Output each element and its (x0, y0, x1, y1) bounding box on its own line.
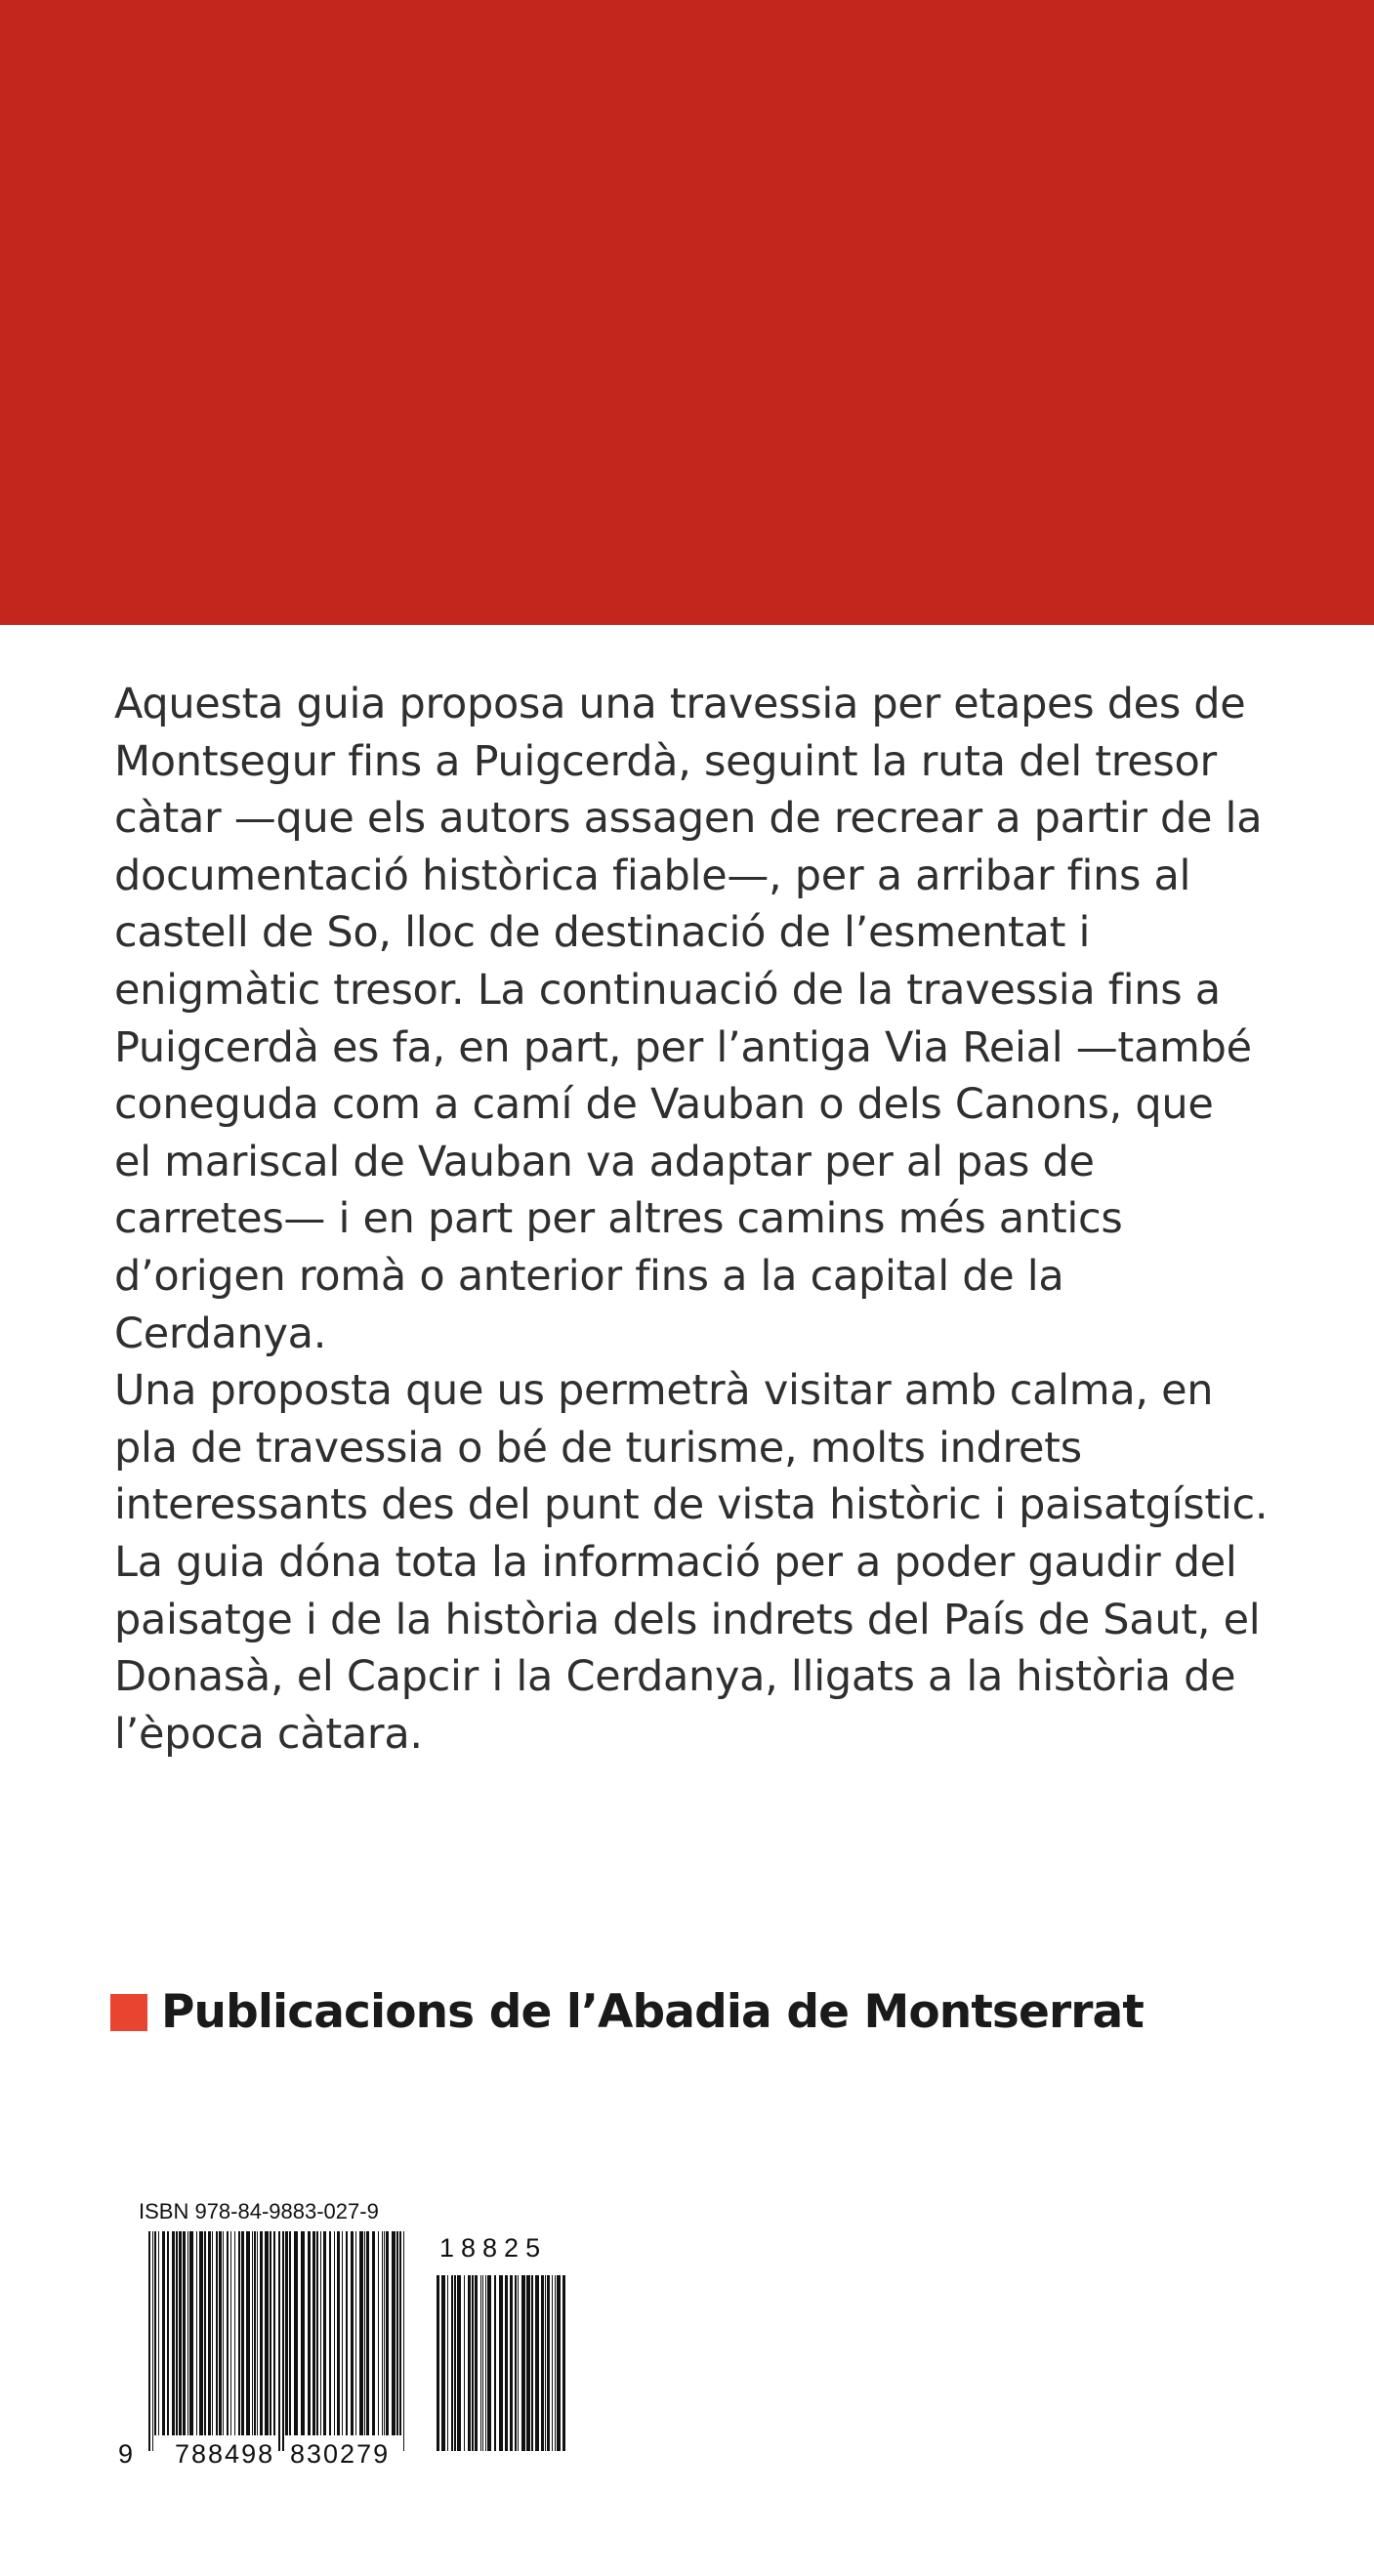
barcode-bar (487, 2275, 491, 2451)
blurb-line: castell de So, lloc de destinació de l’esmentat i (114, 908, 1091, 958)
barcode-bar (334, 2231, 335, 2435)
barcode-bar (521, 2275, 525, 2451)
barcode-bar (482, 2275, 483, 2451)
barcode-bar (230, 2231, 231, 2435)
barcode-bar (223, 2231, 224, 2435)
barcode-bar (208, 2231, 211, 2435)
barcode-bar (355, 2231, 356, 2435)
barcode-bar (246, 2231, 250, 2435)
barcode-bar (531, 2275, 533, 2451)
blurb-line: pla de travessia o bé de turisme, molts indrets (114, 1423, 1082, 1473)
publisher-name: Publicacions de l’Abadia de Montserrat (161, 1984, 1144, 2039)
blurb-line: La guia dóna tota la informació per a poder gaudir del (114, 1537, 1237, 1587)
barcode-bar (541, 2275, 544, 2451)
barcode-bar (499, 2275, 503, 2451)
barcode-bar (366, 2231, 369, 2435)
back-cover-blurb (114, 676, 1286, 1763)
barcode-bar (196, 2231, 197, 2435)
barcode-bar (468, 2275, 471, 2451)
barcode-bar (289, 2231, 291, 2435)
barcode-bar (505, 2275, 508, 2451)
barcode-bar (162, 2231, 165, 2435)
barcode-bar (547, 2275, 550, 2451)
barcode-bar (480, 2275, 481, 2451)
barcode-bar (552, 2275, 553, 2451)
addon-digits: 18825 (439, 2233, 548, 2263)
blurb-line: Donasà, el Capcir i la Cerdanya, lligats a la història de (114, 1652, 1236, 1702)
barcode-bar (285, 2231, 288, 2435)
barcode-bar (359, 2231, 363, 2435)
blurb-line: documentació històrica fiable—, per a arribar fins al (114, 851, 1191, 900)
barcode-bar (219, 2231, 222, 2435)
blurb-line: enigmàtic tresor. La continuació de la travessia fins a (114, 965, 1221, 1015)
isbn-label: ISBN 978-84-9883-027-9 (139, 2199, 379, 2223)
barcode-lead-digit: 9 (115, 2439, 138, 2470)
blurb-line: Puigcerdà es fa, en part, per l’antiga Via Reial —també (114, 1022, 1252, 1072)
barcode-bar (199, 2231, 203, 2435)
barcode-bar (227, 2231, 229, 2435)
blurb-line: paisatge i de la història dels indrets del País de Saut, el (114, 1595, 1261, 1644)
barcode-bar (535, 2275, 539, 2451)
barcode-bar (167, 2231, 169, 2435)
barcode-bar (518, 2275, 519, 2451)
barcode-bar (323, 2231, 326, 2435)
barcode-bar (282, 2231, 284, 2451)
barcode-bar (234, 2231, 235, 2435)
barcode-bar (372, 2231, 375, 2435)
barcode-bar (212, 2231, 213, 2435)
barcode-bar (364, 2231, 365, 2435)
barcode-bar (278, 2231, 280, 2451)
addon-barcode (435, 2275, 571, 2451)
barcode-bar (216, 2231, 218, 2435)
barcode-bar (555, 2275, 556, 2451)
barcode-bar (187, 2231, 188, 2435)
blurb-line: coneguda com a camí de Vauban o dels Canons, que (114, 1080, 1214, 1130)
barcode-bar (510, 2275, 513, 2451)
cover-red-band (0, 0, 1374, 625)
barcode-bar (204, 2231, 206, 2435)
publisher-imprint (110, 1977, 1144, 2046)
blurb-line: l’època càtara. (114, 1709, 423, 1759)
barcode-bar (515, 2275, 517, 2451)
barcode-bar (392, 2231, 396, 2435)
barcode-bar (320, 2231, 321, 2435)
barcode-bar (472, 2275, 474, 2451)
barcode-bar (351, 2231, 354, 2435)
barcode-bar (454, 2275, 456, 2451)
blurb-line: càtar —que els autors assagen de recrear a partir de la (114, 794, 1263, 844)
publisher-square-icon (110, 1994, 147, 2031)
barcode-bar (254, 2231, 256, 2435)
barcode-bar (545, 2275, 546, 2451)
barcode-bar (382, 2231, 383, 2435)
blurb-line: Aquesta guia proposa una travessia per etapes des de (114, 680, 1246, 728)
barcode-bar (329, 2231, 331, 2435)
blurb-line: interessants des del punt de vista històric i paisatgístic. (114, 1480, 1269, 1530)
blurb-line: el mariscal de Vauban va adaptar per al pas de (114, 1137, 1095, 1186)
blurb-line: carretes— i en part per altres camins més antics (114, 1194, 1123, 1244)
blurb-line: Montsegur fins a Puigcerdà, seguint la ruta del tresor (114, 736, 1217, 786)
barcode-bar (189, 2231, 193, 2435)
barcode-bar (152, 2231, 153, 2451)
barcode-bar (485, 2275, 486, 2451)
barcode-bar (183, 2231, 186, 2435)
barcode-bar (457, 2275, 461, 2451)
barcode-bar (241, 2231, 244, 2435)
barcode-bar (312, 2231, 315, 2435)
barcode-bar (301, 2231, 305, 2435)
barcode-bar (447, 2275, 448, 2451)
barcode-bar (265, 2231, 269, 2435)
barcode-bar (437, 2275, 439, 2451)
barcode-bar (176, 2231, 178, 2435)
barcode-bar (396, 2231, 398, 2435)
barcode-bar (403, 2231, 404, 2451)
barcode-bar (557, 2275, 561, 2451)
barcode-bar (451, 2275, 453, 2451)
barcode-bar (260, 2231, 263, 2435)
barcode-bar (270, 2231, 271, 2435)
barcode-bar (308, 2231, 311, 2435)
barcode-right-digits: 830279 (287, 2439, 393, 2470)
barcode-bar (294, 2231, 298, 2435)
barcode-bar (386, 2231, 389, 2435)
barcode-left-digits: 788498 (172, 2439, 277, 2470)
barcode-bar (562, 2275, 565, 2451)
barcode-bar (337, 2231, 340, 2435)
barcode-bar (316, 2231, 318, 2435)
barcode-bar (378, 2231, 379, 2435)
barcode-bar (399, 2231, 401, 2435)
barcode-bar (273, 2231, 275, 2435)
barcode-bar (172, 2231, 175, 2435)
barcode-bar (464, 2275, 465, 2451)
barcode-bar (346, 2231, 348, 2435)
blurb-line: d’origen romà o anterior fins a la capital de la (114, 1251, 1064, 1301)
barcode-bar (238, 2231, 240, 2435)
barcode-bar (252, 2231, 253, 2435)
barcode-bar (475, 2275, 478, 2451)
isbn-barcode (146, 2231, 410, 2451)
barcode-bar (526, 2275, 530, 2451)
blurb-line: Una proposta que us permetrà visitar amb calma, en (114, 1366, 1214, 1416)
barcode-bar (154, 2231, 156, 2435)
barcode-bar (148, 2231, 150, 2451)
barcode-bar (257, 2231, 258, 2435)
barcode-bar (494, 2275, 496, 2451)
barcode-bar (179, 2231, 182, 2435)
barcode-bar (342, 2231, 343, 2435)
blurb-line: Cerdanya. (114, 1309, 327, 1358)
barcode-bar (441, 2275, 445, 2451)
barcode-bar (158, 2231, 159, 2435)
barcode-bar (384, 2231, 385, 2435)
